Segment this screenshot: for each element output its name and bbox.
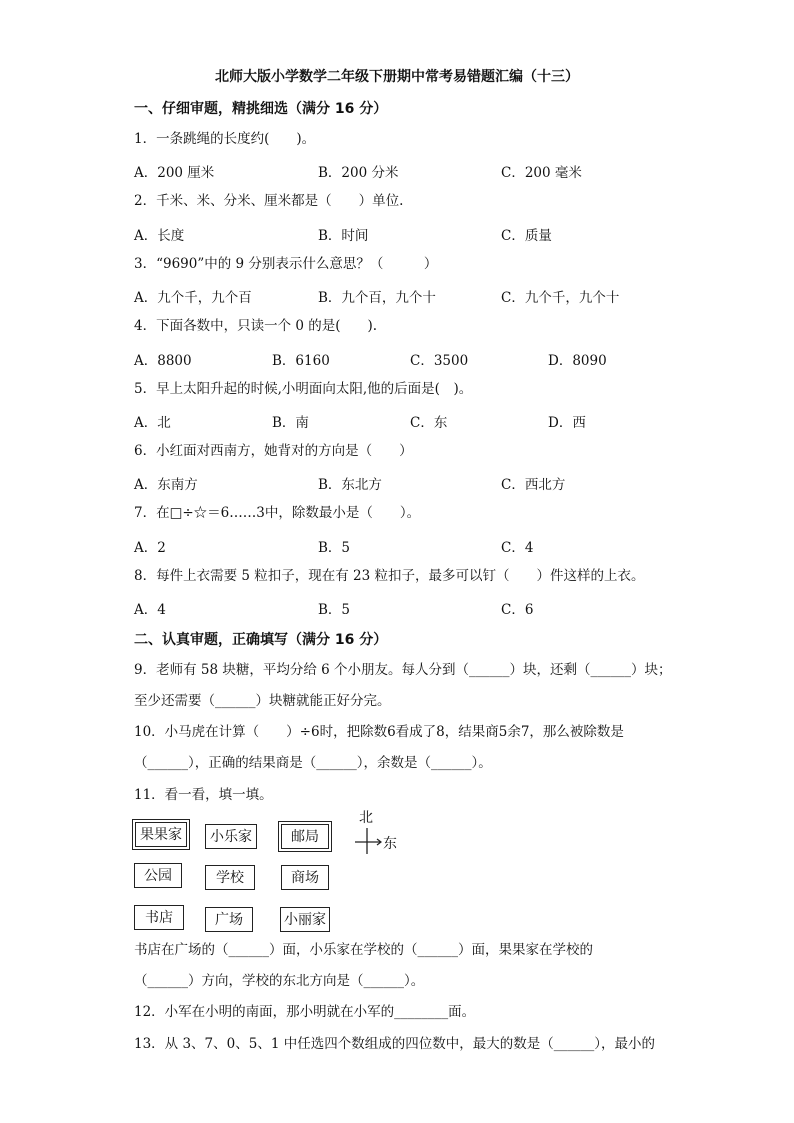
q2-option-b: B．时间: [318, 228, 369, 244]
q6-option-b: B．东北方: [318, 477, 382, 493]
question-13-stem: 13．从 3、7、0、5、1 中任选四个数组成的四位数中，最大的数是（______），最小的: [134, 1036, 655, 1052]
q8-option-a: A．4: [134, 602, 166, 618]
question-6-stem: 6．小红面对西南方，她背对的方向是（ ）: [134, 443, 413, 459]
place-box-guoguo-home: 果果家: [135, 822, 187, 847]
place-box-xiaoli-home: 小丽家: [280, 907, 330, 932]
east-label: 东: [383, 836, 397, 852]
north-label: 北: [359, 810, 373, 826]
q5-option-c: C．东: [410, 415, 448, 431]
question-11-stem: 11．看一看，填一填。: [134, 787, 273, 803]
question-10-line-1: 10．小马虎在计算（ ）÷6时，把除数6看成了8，结果商5余7，那么被除数是: [134, 724, 624, 740]
question-11-line-1: 书店在广场的（______）面，小乐家在学校的（______）面，果果家在学校的: [134, 942, 593, 958]
place-box-mall: 商场: [281, 865, 329, 890]
section-heading-fill: 二、认真审题，正确填写（满分 16 分）: [134, 632, 388, 648]
compass-diagram: [350, 810, 410, 860]
q4-option-d: D．8090: [548, 353, 607, 369]
q8-option-b: B．5: [318, 602, 351, 618]
question-1-stem: 1．一条跳绳的长度约( )。: [134, 131, 316, 147]
q8-option-c: C．6: [501, 602, 534, 618]
q7-option-a: A．2: [134, 540, 166, 556]
question-5-stem: 5．早上太阳升起的时候,小明面向太阳,他的后面是( )。: [134, 381, 473, 397]
q4-option-b: B．6160: [272, 353, 330, 369]
q4-option-c: C．3500: [410, 353, 469, 369]
q6-option-c: C．西北方: [501, 477, 566, 493]
question-9-line-1: 9．老师有 58 块糖，平均分给 6 个小朋友。每人分到（______）块，还剩（______）块；: [134, 662, 672, 678]
place-box-school: 学校: [205, 865, 255, 890]
q2-option-c: C．质量: [501, 228, 552, 244]
place-box-park: 公园: [134, 863, 182, 888]
compass-arrows-icon: [350, 810, 410, 860]
q1-option-b: B．200 分米: [318, 165, 399, 181]
q3-option-a: A．九个千，九个百: [134, 290, 252, 306]
question-7-stem: 7．在□÷☆＝6……3中，除数最小是（ ）。: [134, 505, 421, 521]
question-9-line-2: 至少还需要（______）块糖就能正好分完。: [134, 693, 391, 709]
question-10-line-2: （______），正确的结果商是（______），余数是（______）。: [134, 755, 492, 771]
place-box-square: 广场: [205, 907, 253, 932]
question-11-line-2: （______）方向，学校的东北方向是（______）。: [134, 973, 425, 989]
q6-option-a: A．东南方: [134, 477, 198, 493]
q7-option-b: B．5: [318, 540, 351, 556]
q4-option-a: A．8800: [134, 353, 192, 369]
q1-option-c: C．200 毫米: [501, 165, 582, 181]
q5-option-d: D．西: [548, 415, 586, 431]
question-4-stem: 4．下面各数中，只读一个 0 的是( ).: [134, 318, 378, 334]
question-8-stem: 8．每件上衣需要 5 粒扣子，现在有 23 粒扣子，最多可以钉（ ）件这样的上衣。: [134, 568, 645, 584]
q3-option-c: C．九个千，九个十: [501, 290, 620, 306]
q1-option-a: A．200 厘米: [134, 165, 215, 181]
q7-option-c: C．4: [501, 540, 534, 556]
q2-option-a: A．长度: [134, 228, 185, 244]
q5-option-b: B．南: [272, 415, 309, 431]
section-heading-choice: 一、仔细审题，精挑细选（满分 16 分）: [134, 101, 388, 117]
page-title: 北师大版小学数学二年级下册期中常考易错题汇编（十三）: [215, 69, 579, 85]
place-box-post-office: 邮局: [281, 824, 329, 849]
question-12-stem: 12．小军在小明的南面，那小明就在小军的________面。: [134, 1004, 476, 1020]
place-box-bookstore: 书店: [134, 905, 184, 930]
question-2-stem: 2．千米、米、分米、厘米都是（ ）单位.: [134, 193, 404, 209]
question-3-stem: 3．“9690”中的 9 分别表示什么意思？（ ）: [134, 256, 438, 272]
q5-option-a: A．北: [134, 415, 171, 431]
place-box-xiaole-home: 小乐家: [205, 824, 257, 849]
q3-option-b: B．九个百，九个十: [318, 290, 436, 306]
